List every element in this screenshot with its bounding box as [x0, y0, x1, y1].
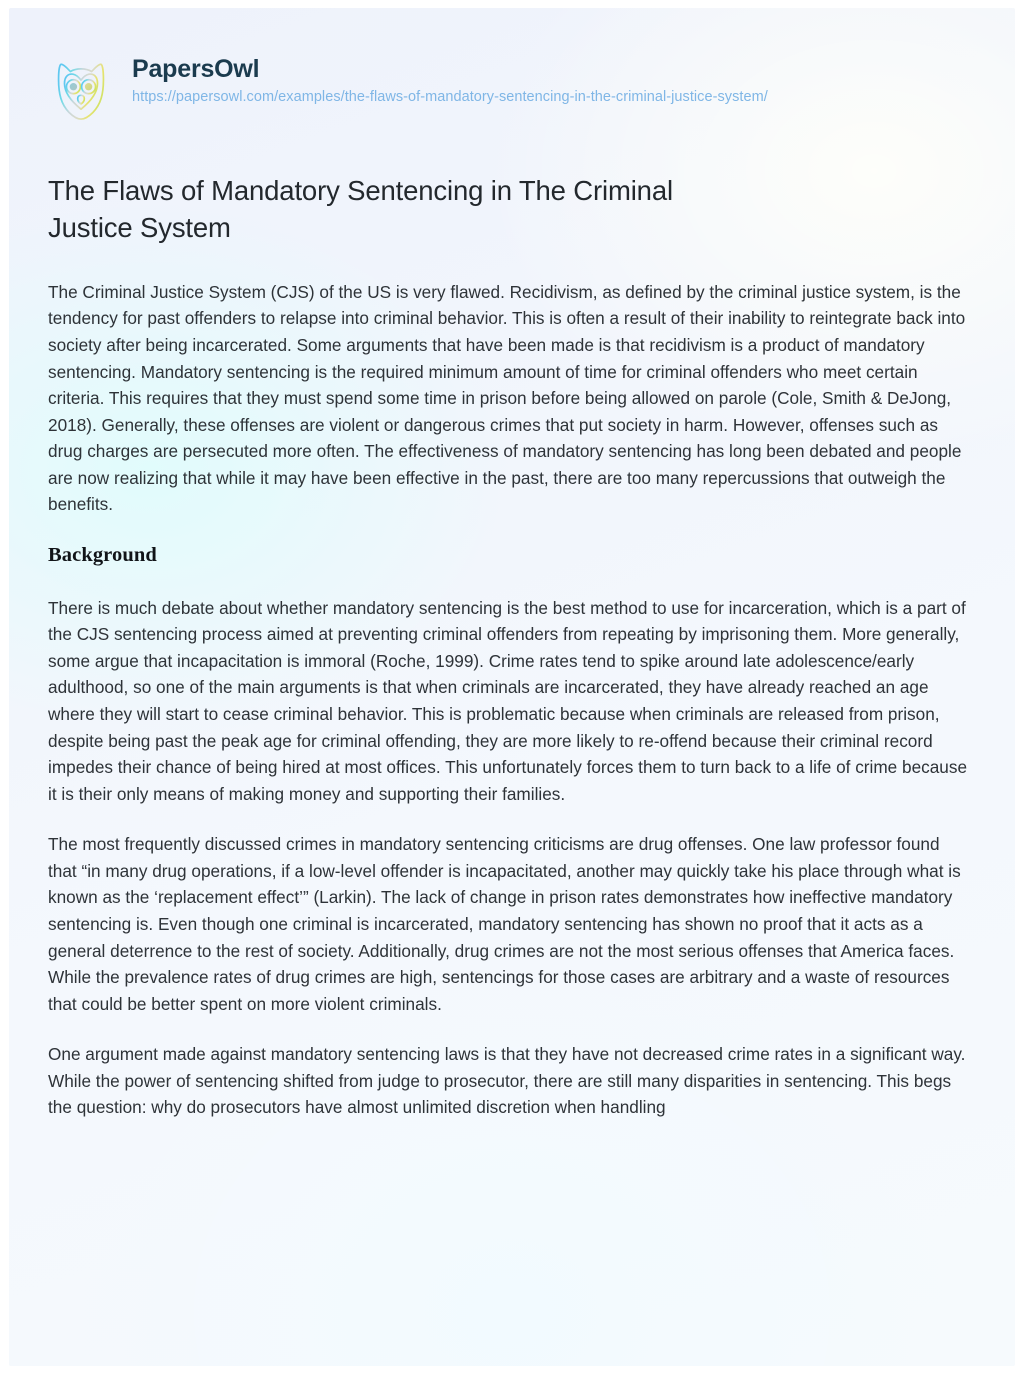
- source-url[interactable]: https://papersowl.com/examples/the-flaws-of-mandatory-sentencing-in-the-criminal-justice-system/: [132, 89, 768, 105]
- section-heading: Background: [48, 543, 157, 566]
- article-container: [48, 172, 968, 1121]
- body-paragraph: There is much debate about whether mandatory sentencing is the best method to use for incarceration, which is a part of the CJS sentencing process aimed at preventing criminal offenders from repeating by imprisoning them. More generally, some argue that incapacitation is immoral (Roche, 1999). Crime rates tend to spike around late adolescence/early adulthood, so one of the main arguments is that when criminals are incarcerated, they have already reached an age where they will start to cease criminal behavior. This is problematic because when criminals are released from prison, despite being past the peak age for criminal offending, they are more likely to re-offend because their criminal record impedes their chance of being hired at most offices. This unfortunately forces them to turn back to a life of crime because it is their only means of making money and supporting their families.: [48, 597, 968, 804]
- site-brand-header: [48, 53, 968, 127]
- brand-name: PapersOwl: [132, 55, 260, 83]
- body-paragraph: The Criminal Justice System (CJS) of the US is very flawed. Recidivism, as defined by the criminal justice system, is the tendency for past offenders to relapse into criminal behavior. This is often a result of their inability to reintegrate back into society after being incarcerated. Some arguments that have been made is that recidivism is a product of mandatory sentencing. Mandatory sentencing is the required minimum amount of time for criminal offenders who meet certain criteria. This requires that they must spend some time in prison before being allowed on parole (Cole, Smith & DeJong, 2018). Generally, these offenses are violent or dangerous crimes that put society in harm. However, offenses such as drug charges are persecuted more often. The effectiveness of mandatory sentencing has long been debated and people are now realizing that while it may have been effective in the past, there are too many repercussions that outweigh the benefits.: [48, 281, 966, 515]
- page-title: The Flaws of Mandatory Sentencing in The Criminal Justice System: [48, 175, 673, 244]
- owl-logo-icon: [48, 57, 114, 127]
- article-body: [48, 279, 968, 1121]
- body-paragraph: The most frequently discussed crimes in mandatory sentencing criticisms are drug offenses. One law professor found that “in many drug operations, if a low-level offender is incapacitated, another may quickly take his place through what is known as the ‘replacement effect’” (Larkin). The lack of change in prison rates demonstrates how ineffective mandatory sentencing is. Even though one criminal is incarcerated, mandatory sentencing has shown no proof that it acts as a general deterrence to the rest of society. Additionally, drug crimes are not the most serious offenses that America faces. While the prevalence rates of drug crimes are high, sentencings for those cases are arbitrary and a waste of resources that could be better spent on more violent criminals.: [48, 834, 961, 1014]
- body-paragraph: One argument made against mandatory sentencing laws is that they have not decreased crime rates in a significant way. While the power of sentencing shifted from judge to prosecutor, there are still many disparities in sentencing. This begs the question: why do prosecutors have almost unlimited discretion when handling: [48, 1044, 966, 1118]
- document-page: [9, 8, 1015, 1366]
